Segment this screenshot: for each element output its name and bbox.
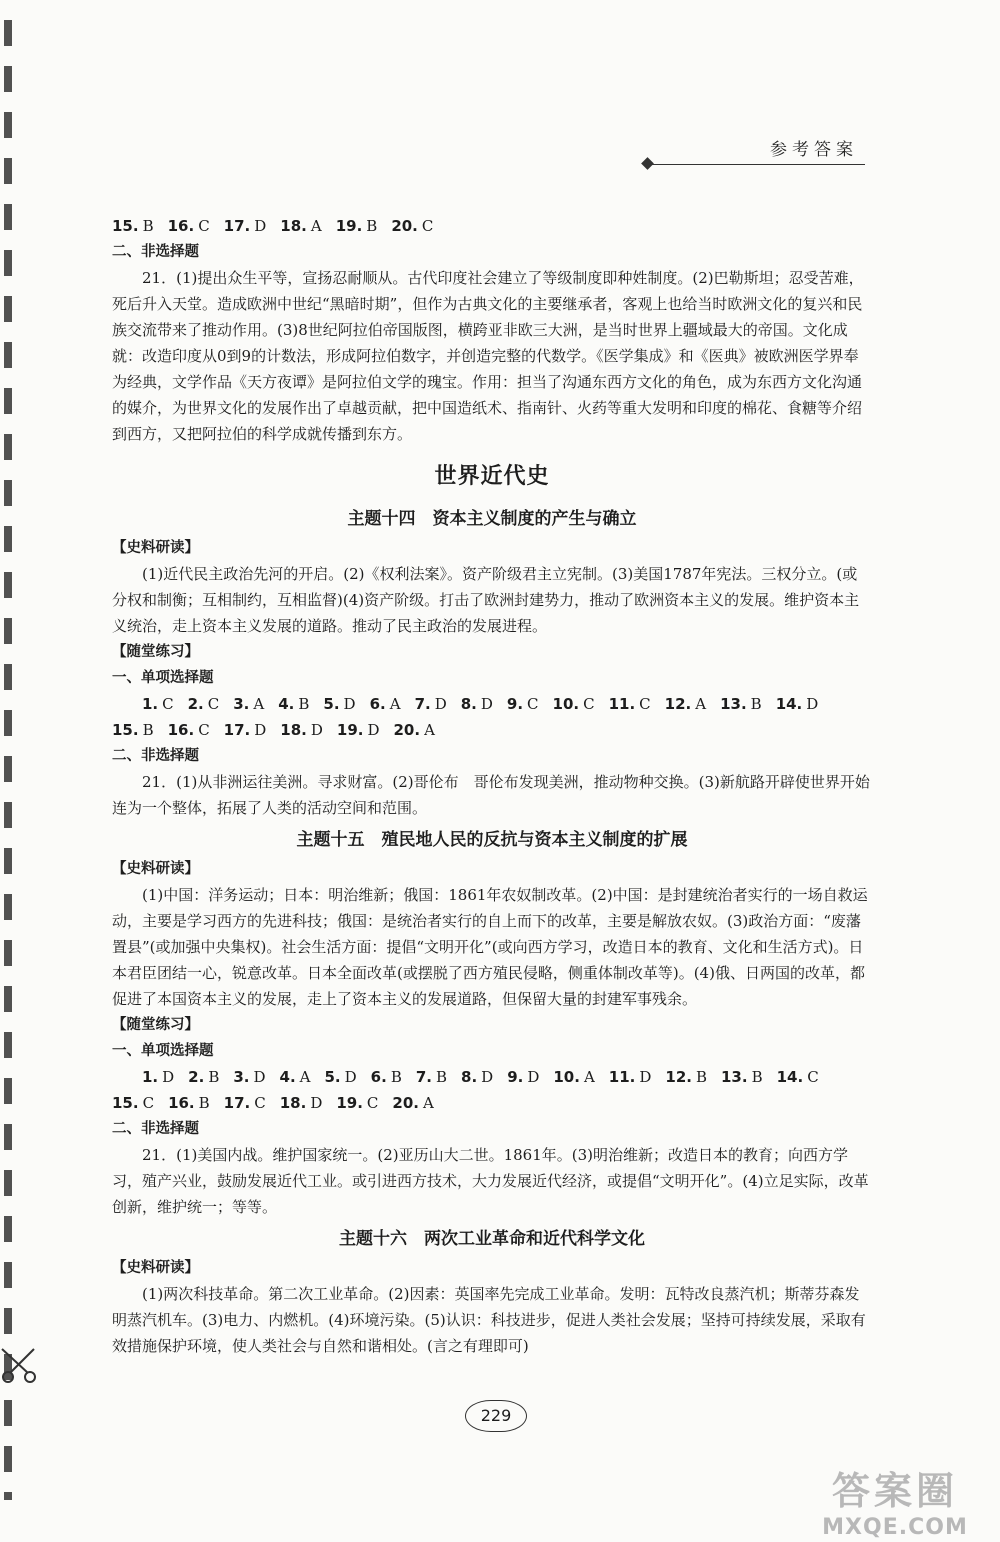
answer-item <box>721 1068 763 1086</box>
answer-item <box>609 1068 652 1086</box>
question-number: 13. <box>720 695 747 713</box>
answer-item <box>188 695 220 713</box>
answer-letter: D <box>310 721 323 739</box>
answer-letter: C <box>198 721 210 739</box>
answer-item <box>224 721 267 739</box>
topic-16-title: 主题十六 两次工业革命和近代科学文化 <box>339 1229 645 1249</box>
answer-letter: D <box>253 1068 266 1086</box>
question-number: 15. <box>112 217 139 235</box>
answer-letter: B <box>298 695 310 713</box>
shiliao-heading: 【史料研读】 <box>112 861 199 877</box>
answer-letter: C <box>583 695 595 713</box>
question-number: 16. <box>168 1094 195 1112</box>
answer-item <box>507 1068 539 1086</box>
question-number: 20. <box>391 217 418 235</box>
watermark-line2: MXQE.COM <box>822 1515 968 1540</box>
header-rule <box>643 164 865 165</box>
shiliao-text: (1)中国：洋务运动；日本：明治维新；俄国：1861年农奴制改革。(2)中国：是封建统治者实行的一场自救运动，主要是学习西方的先进科技；俄国：是统治者实行的自上而下的改革，主要是解放农奴。(3)政治方面：“废藩置县”(或加强中央集权)。社会生活方面：提倡“文明开化”(或向西方学习，改造日本的教育、文化和生活方式)。日本君臣团结一心，锐意改革。日本全面改革(或摆脱了西方殖民侵略，侧重体制改革等)。(4)俄、日两国的改革，都促进了本国资本主义的发展，走上了资本主义的发展道路，但保留大量的封建军事残余。 <box>112 886 868 1008</box>
question-number: 16. <box>167 217 195 235</box>
answer-item <box>224 1094 266 1112</box>
question-number: 2. <box>188 1068 205 1086</box>
topic-14-title: 主题十四 资本主义制度的产生与确立 <box>347 509 637 529</box>
question-number: 2. <box>187 695 204 713</box>
question-number: 10. <box>552 695 580 713</box>
topic-15-title: 主题十五 殖民地人民的反抗与资本主义制度的扩展 <box>296 830 688 850</box>
question-number: 5. <box>323 695 340 713</box>
watermark-logo <box>800 1460 990 1540</box>
question-number: 6. <box>370 1068 387 1086</box>
answer-letter: C <box>639 695 651 713</box>
question-number: 18. <box>280 217 307 235</box>
question-number: 4. <box>279 1068 296 1086</box>
shiliao-heading: 【史料研读】 <box>112 1260 199 1276</box>
answer-item <box>609 695 651 713</box>
answer-letter: C <box>527 695 539 713</box>
answer-letter: D <box>254 217 267 235</box>
answer-letter: B <box>366 217 378 235</box>
answer-letter: D <box>254 721 267 739</box>
practice-heading: 【随堂练习】 <box>112 644 199 660</box>
answer-letter: B <box>142 721 154 739</box>
nonchoice-heading: 二、非选择题 <box>112 1121 199 1137</box>
question-number: 16. <box>167 721 195 739</box>
question-number: 17. <box>223 217 251 235</box>
answer-letter: D <box>806 695 819 713</box>
answer-item <box>665 1068 707 1086</box>
question-number: 10. <box>553 1068 580 1086</box>
answer-item <box>280 1068 311 1086</box>
answer-item <box>112 721 154 739</box>
q21-answer-block1: 21．(1)提出众生平等，宣扬忍耐顺从。古代印度社会建立了等级制度即种姓制度。(2)巴勒斯坦；忍受苦难，死后升入天堂。造成欧洲中世纪“黑暗时期”，但作为古典文化的主要继承者，客观上也给当时欧洲文化的复兴和民族交流带来了推动作用。(3)8世纪阿拉伯帝国版图，横跨亚非欧三大洲，是当时世界上疆域最大的帝国。文化成就：改造印度从0到9的计数法，形成阿拉伯数字，并创造完整的代数学。《医学集成》和《医典》被欧洲医学界奉为经典，文学作品《天方夜谭》是阿拉伯文学的瑰宝。作用：担当了沟通东西方文化的角色，成为东西方文化沟通的媒介，为世界文化的发展作出了卓越贡献，把中国造纸术、指南针、火药等重大发明和印度的棉花、食糖等介绍到西方，又把阿拉伯的科学成就传播到东方。 <box>112 269 864 443</box>
question-number: 20. <box>393 721 421 739</box>
question-number: 19. <box>335 217 363 235</box>
answer-letter: B <box>198 1094 210 1112</box>
answer-item <box>370 695 401 713</box>
page-content <box>112 213 872 1359</box>
question-number: 7. <box>414 695 431 713</box>
watermark-line1: 答案圈 <box>831 1469 958 1513</box>
answer-letter: D <box>343 695 356 713</box>
answer-letter: B <box>390 1068 402 1086</box>
answer-letter: A <box>422 1094 434 1112</box>
answer-letter: A <box>310 217 322 235</box>
question-number: 19. <box>336 721 364 739</box>
answer-letter: D <box>344 1068 357 1086</box>
answer-item <box>112 1094 154 1112</box>
question-number: 12. <box>665 1068 692 1086</box>
answer-letter: A <box>253 695 265 713</box>
answer-item <box>391 217 433 235</box>
question-number: 15. <box>112 721 139 739</box>
scissors-icon <box>0 1345 40 1385</box>
answer-item <box>188 1068 219 1086</box>
answer-item <box>168 721 210 739</box>
question-number: 13. <box>721 1068 748 1086</box>
question-number: 4. <box>278 695 295 713</box>
answer-letter: C <box>421 217 434 235</box>
answer-letter: B <box>142 217 154 235</box>
answer-letter: A <box>695 695 707 713</box>
answer-letter: B <box>435 1068 448 1086</box>
answer-item <box>280 1094 323 1112</box>
answer-item <box>665 695 706 713</box>
answer-letter: D <box>367 721 380 739</box>
answer-item <box>392 1094 433 1112</box>
question-number: 14. <box>776 1068 804 1086</box>
q21-answer: 21．(1)美国内战。维护国家统一。(2)亚历山大二世。1861年。(3)明治维新；改造日本的教育；向西方学习，殖产兴业，鼓励发展近代工业。或引进西方技术，大力发展近代经济，或提倡“文明开化”。(4)立足实际，改革创新，维护统一；等等。 <box>112 1146 869 1216</box>
question-number: 15. <box>112 1094 139 1112</box>
question-number: 18. <box>279 1094 307 1112</box>
answer-item <box>553 1068 594 1086</box>
answer-row <box>112 1090 872 1116</box>
answer-letter: C <box>254 1094 266 1112</box>
answer-letter: C <box>807 1068 819 1086</box>
answer-item <box>112 217 154 235</box>
answer-letter: A <box>424 721 435 739</box>
answer-letter: B <box>751 1068 763 1086</box>
question-number: 17. <box>223 721 251 739</box>
answer-row <box>112 691 872 717</box>
question-number: 9. <box>507 1068 524 1086</box>
page-number: 229 <box>465 1400 527 1432</box>
question-number: 11. <box>608 1068 636 1086</box>
choice-heading: 一、单项选择题 <box>112 1043 214 1059</box>
answer-item <box>168 1094 210 1112</box>
answer-letter: C <box>366 1094 379 1112</box>
q21-answer: 21．(1)从非洲运往美洲。寻求财富。(2)哥伦布 哥伦布发现美洲，推动物种交换。(3)新航路开辟使世界开始连为一个整体，拓展了人类的活动空间和范围。 <box>112 773 870 817</box>
answer-item <box>461 1068 493 1086</box>
answer-letter: A <box>583 1068 595 1086</box>
question-number: 9. <box>506 695 524 713</box>
answer-letter: C <box>207 695 220 713</box>
answer-item <box>168 217 210 235</box>
answer-item <box>323 695 355 713</box>
choice-heading: 一、单项选择题 <box>112 670 214 686</box>
answer-letter: A <box>299 1068 311 1086</box>
question-number: 3. <box>233 1068 250 1086</box>
question-number: 11. <box>608 695 636 713</box>
section-title: 世界近代史 <box>434 463 550 489</box>
answer-letter: D <box>639 1068 652 1086</box>
answer-letter: D <box>162 1068 175 1086</box>
answer-item <box>720 695 762 713</box>
binding-edge <box>4 20 12 1500</box>
shiliao-heading: 【史料研读】 <box>112 540 199 556</box>
answer-letter: C <box>198 217 210 235</box>
question-number: 19. <box>336 1094 363 1112</box>
header-label: 参考答案 <box>770 140 858 160</box>
answer-letter: B <box>750 695 762 713</box>
question-number: 8. <box>461 1068 478 1086</box>
answer-row-block1 <box>112 213 872 239</box>
shiliao-text: (1)近代民主政治先河的开启。(2)《权利法案》。资产阶级君主立宪制。(3)美国1787年宪法。三权分立。(或分权和制衡；互相制约，互相监督)(4)资产阶级。打击了欧洲封建势力，推动了欧洲资本主义的发展。维护资本主义统治，走上资本主义发展的道路。推动了民主政治的发展进程。 <box>112 565 860 635</box>
answer-item <box>776 695 819 713</box>
answer-item <box>142 695 174 713</box>
question-number: 1. <box>142 1068 159 1086</box>
nonchoice-heading: 二、非选择题 <box>112 244 199 260</box>
answer-row <box>112 1064 872 1090</box>
answer-item <box>325 1068 357 1086</box>
question-number: 7. <box>415 1068 432 1086</box>
answer-item <box>224 217 267 235</box>
answer-item <box>777 1068 819 1086</box>
question-number: 12. <box>664 695 692 713</box>
answer-letter: C <box>162 695 174 713</box>
answer-item <box>337 721 380 739</box>
answer-item <box>553 695 595 713</box>
answer-item <box>461 695 493 713</box>
answer-letter: B <box>208 1068 220 1086</box>
answer-item <box>278 695 309 713</box>
practice-heading: 【随堂练习】 <box>112 1017 199 1033</box>
answer-letter: D <box>310 1094 323 1112</box>
nonchoice-heading: 二、非选择题 <box>112 748 199 764</box>
answer-row <box>112 717 872 743</box>
answer-letter: A <box>389 695 401 713</box>
answer-letter: D <box>480 695 493 713</box>
question-number: 20. <box>392 1094 419 1112</box>
question-number: 17. <box>223 1094 251 1112</box>
question-number: 18. <box>280 721 307 739</box>
answer-item <box>415 695 447 713</box>
answer-item <box>233 695 264 713</box>
question-number: 3. <box>233 695 250 713</box>
answer-item <box>336 217 378 235</box>
answer-letter: C <box>142 1094 155 1112</box>
answer-item <box>280 217 321 235</box>
answer-item <box>507 695 539 713</box>
answer-item <box>394 721 435 739</box>
shiliao-text: (1)两次科技革命。第二次工业革命。(2)因素：英国率先完成工业革命。发明：瓦特改良蒸汽机；斯蒂芬森发明蒸汽机车。(3)电力、内燃机。(4)环境污染。(5)认识：科技进步，促进人类社会发展；坚持可持续发展，采取有效措施保护环境，使人类社会与自然和谐相处。(言之有理即可) <box>112 1285 866 1355</box>
answer-item <box>336 1094 378 1112</box>
question-number: 5. <box>324 1068 341 1086</box>
answer-letter: D <box>434 695 447 713</box>
question-number: 8. <box>460 695 477 713</box>
answer-letter: D <box>481 1068 494 1086</box>
answer-item <box>280 721 323 739</box>
question-number: 1. <box>142 695 159 713</box>
question-number: 14. <box>775 695 803 713</box>
answer-item <box>142 1068 174 1086</box>
answer-letter: D <box>527 1068 540 1086</box>
answer-item <box>416 1068 447 1086</box>
answer-item <box>233 1068 265 1086</box>
answer-letter: B <box>695 1068 707 1086</box>
question-number: 6. <box>369 695 386 713</box>
answer-item <box>371 1068 402 1086</box>
